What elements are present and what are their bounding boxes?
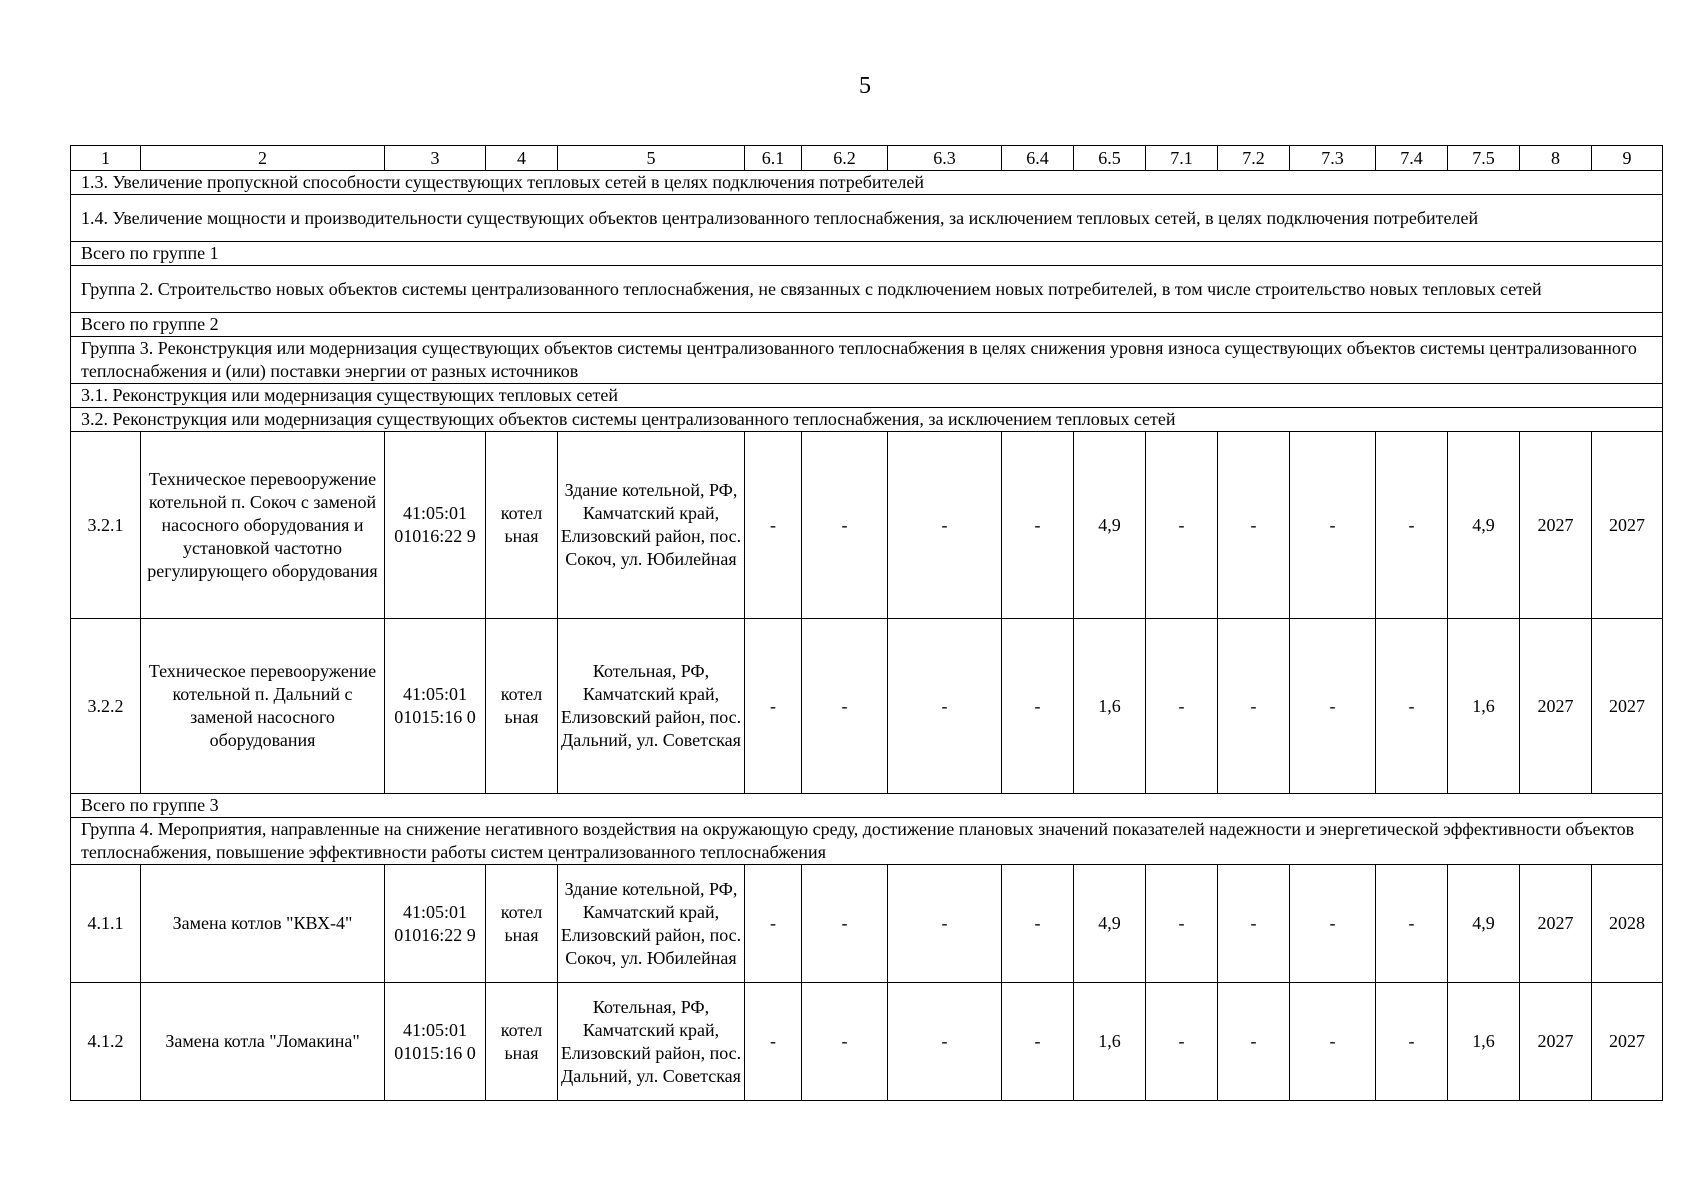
value-7-2: - [1218, 619, 1290, 794]
value-7-1: - [1146, 432, 1218, 619]
column-header: 6.1 [745, 146, 802, 171]
column-header: 7.1 [1146, 146, 1218, 171]
item-number: 4.1.1 [71, 865, 141, 983]
end-year: 2027 [1592, 983, 1663, 1101]
value-7-4: - [1376, 865, 1448, 983]
value-6-1: - [745, 432, 802, 619]
column-header: 6.4 [1002, 146, 1074, 171]
column-header: 5 [558, 146, 745, 171]
column-header: 7.4 [1376, 146, 1448, 171]
value-7-1: - [1146, 619, 1218, 794]
section-row [71, 384, 1663, 408]
value-7-3: - [1290, 865, 1376, 983]
value-6-4: - [1002, 432, 1074, 619]
object-type: котел ьная [486, 983, 558, 1101]
cadastral-number: 41:05:01 01016:22 9 [385, 865, 486, 983]
value-7-3: - [1290, 432, 1376, 619]
total-row [71, 313, 1663, 337]
value-6-1: - [745, 983, 802, 1101]
column-header: 7.2 [1218, 146, 1290, 171]
value-6-3: - [888, 432, 1002, 619]
end-year: 2027 [1592, 619, 1663, 794]
value-7-2: - [1218, 865, 1290, 983]
value-6-4: - [1002, 619, 1074, 794]
object-type: котел ьная [486, 432, 558, 619]
end-year: 2027 [1592, 432, 1663, 619]
value-6-2: - [802, 983, 888, 1101]
value-6-1: - [745, 865, 802, 983]
section-row [71, 818, 1663, 865]
object-type: котел ьная [486, 619, 558, 794]
item-description: Техническое перевооружение котельной п. Сокоч с заменой насосного оборудования и установкой частотно регулирующего оборудования [141, 432, 385, 619]
object-address: Здание котельной, РФ, Камчатский край, Елизовский район, пос. Сокоч, ул. Юбилейная [558, 432, 745, 619]
column-header: 6.5 [1074, 146, 1146, 171]
total-group-2: Всего по группе 2 [71, 313, 1663, 337]
column-header: 9 [1592, 146, 1663, 171]
table-row [71, 619, 1663, 794]
item-description: Замена котла "Ломакина" [141, 983, 385, 1101]
value-6-5: 4,9 [1074, 432, 1146, 619]
table-row [71, 865, 1663, 983]
column-header: 7.5 [1448, 146, 1520, 171]
cadastral-number: 41:05:01 01016:22 9 [385, 432, 486, 619]
section-3-2: 3.2. Реконструкция или модернизация существующих объектов системы централизованного теплоснабжения, за исключением тепловых сетей [71, 408, 1663, 432]
item-number: 3.2.2 [71, 619, 141, 794]
item-description: Техническое перевооружение котельной п. Дальний с заменой насосного оборудования [141, 619, 385, 794]
section-row [71, 195, 1663, 242]
column-header: 3 [385, 146, 486, 171]
value-7-1: - [1146, 865, 1218, 983]
value-6-4: - [1002, 983, 1074, 1101]
value-6-3: - [888, 983, 1002, 1101]
item-description: Замена котлов "КВХ-4" [141, 865, 385, 983]
section-1-4: 1.4. Увеличение мощности и производительности существующих объектов централизованного теплоснабжения, за исключением тепловых сетей, в целях подключения потребителей [71, 195, 1663, 242]
total-row [71, 242, 1663, 266]
investment-program-table [70, 145, 1663, 1101]
column-header: 2 [141, 146, 385, 171]
group-2-heading: Группа 2. Строительство новых объектов системы централизованного теплоснабжения, не связанных с подключением новых потребителей, в том числе строительство новых тепловых сетей [71, 266, 1663, 313]
value-6-2: - [802, 619, 888, 794]
column-header: 7.3 [1290, 146, 1376, 171]
start-year: 2027 [1520, 983, 1592, 1101]
item-number: 4.1.2 [71, 983, 141, 1101]
value-7-5: 4,9 [1448, 865, 1520, 983]
column-number-row [71, 146, 1663, 171]
value-6-5: 1,6 [1074, 619, 1146, 794]
value-7-3: - [1290, 983, 1376, 1101]
value-7-1: - [1146, 983, 1218, 1101]
value-7-4: - [1376, 983, 1448, 1101]
value-7-2: - [1218, 983, 1290, 1101]
object-address: Котельная, РФ, Камчатский край, Елизовский район, пос. Дальний, ул. Советская [558, 619, 745, 794]
table-row [71, 432, 1663, 619]
value-7-4: - [1376, 619, 1448, 794]
value-6-4: - [1002, 865, 1074, 983]
value-6-1: - [745, 619, 802, 794]
item-number: 3.2.1 [71, 432, 141, 619]
value-7-5: 1,6 [1448, 983, 1520, 1101]
end-year: 2028 [1592, 865, 1663, 983]
group-3-heading: Группа 3. Реконструкция или модернизация существующих объектов системы централизованного теплоснабжения в целях снижения уровня износа существующих объектов системы централизованного теплоснабжения и (или) поставки энергии от разных источников [71, 337, 1663, 384]
start-year: 2027 [1520, 619, 1592, 794]
value-7-5: 4,9 [1448, 432, 1520, 619]
total-group-3: Всего по группе 3 [71, 794, 1663, 818]
section-row [71, 171, 1663, 195]
value-7-2: - [1218, 432, 1290, 619]
value-6-5: 1,6 [1074, 983, 1146, 1101]
value-7-3: - [1290, 619, 1376, 794]
column-header: 6.3 [888, 146, 1002, 171]
group-4-heading: Группа 4. Мероприятия, направленные на снижение негативного воздействия на окружающую среду, достижение плановых значений показателей надежности и энергетической эффективности объектов теплоснабжения, повышение эффективности работы систем централизованного теплоснабжения [71, 818, 1663, 865]
table-row [71, 983, 1663, 1101]
value-7-5: 1,6 [1448, 619, 1520, 794]
object-type: котел ьная [486, 865, 558, 983]
value-6-2: - [802, 865, 888, 983]
column-header: 4 [486, 146, 558, 171]
section-row [71, 337, 1663, 384]
page-number: 5 [859, 73, 871, 99]
section-row [71, 266, 1663, 313]
column-header: 1 [71, 146, 141, 171]
value-6-3: - [888, 865, 1002, 983]
column-header: 6.2 [802, 146, 888, 171]
start-year: 2027 [1520, 432, 1592, 619]
total-group-1: Всего по группе 1 [71, 242, 1663, 266]
column-header: 8 [1520, 146, 1592, 171]
value-6-2: - [802, 432, 888, 619]
value-6-3: - [888, 619, 1002, 794]
cadastral-number: 41:05:01 01015:16 0 [385, 983, 486, 1101]
section-row [71, 408, 1663, 432]
value-7-4: - [1376, 432, 1448, 619]
section-3-1: 3.1. Реконструкция или модернизация существующих тепловых сетей [71, 384, 1663, 408]
section-1-3: 1.3. Увеличение пропускной способности существующих тепловых сетей в целях подключения потребителей [71, 171, 1663, 195]
start-year: 2027 [1520, 865, 1592, 983]
object-address: Здание котельной, РФ, Камчатский край, Елизовский район, пос. Сокоч, ул. Юбилейная [558, 865, 745, 983]
object-address: Котельная, РФ, Камчатский край, Елизовский район, пос. Дальний, ул. Советская [558, 983, 745, 1101]
value-6-5: 4,9 [1074, 865, 1146, 983]
cadastral-number: 41:05:01 01015:16 0 [385, 619, 486, 794]
total-row [71, 794, 1663, 818]
